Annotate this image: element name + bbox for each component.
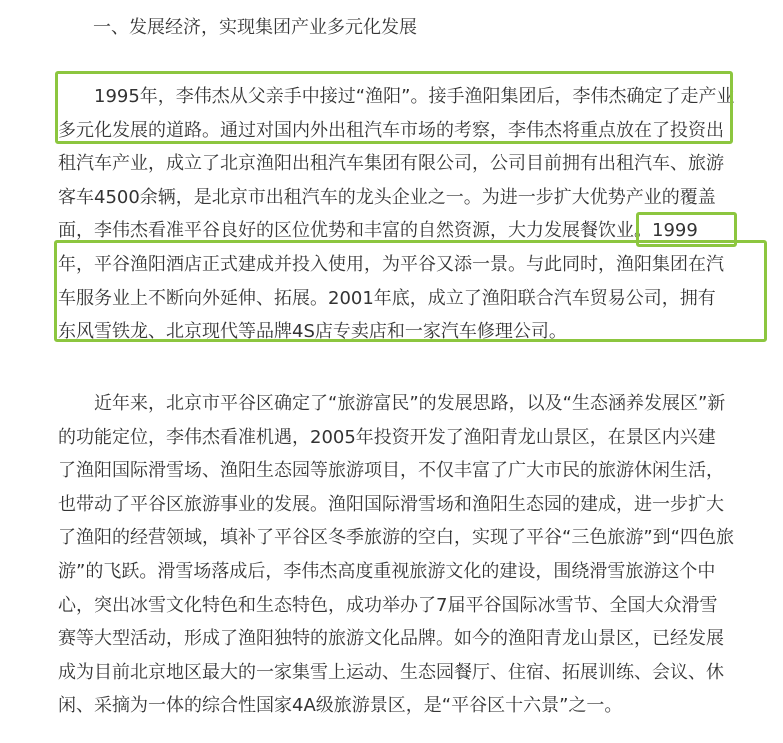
paragraph-line: 了渔阳国际滑雪场、渔阳生态园等旅游项目，不仅丰富了广大市民的旅游休闲生活， xyxy=(58,460,724,482)
paragraph-line: 多元化发展的道路。通过对国内外出租汽车市场的考察，李伟杰将重点放在了投资出 xyxy=(58,119,724,141)
paragraph-line: 近年来，北京市平谷区确定了“旅游富民”的发展思路，以及“生态涵养发展区”新 xyxy=(94,393,726,414)
paragraph-line: 面，李伟杰看准平谷良好的区位优势和丰富的自然资源，大力发展餐饮业。1999 xyxy=(58,220,698,242)
section-heading: 一、发展经济，实现集团产业多元化发展 xyxy=(93,17,417,38)
paragraph-line: 的功能定位，李伟杰看准机遇，2005年投资开发了渔阳青龙山景区，在景区内兴建 xyxy=(58,426,716,448)
paragraph-line: 1995年，李伟杰从父亲手中接过“渔阳”。接手渔阳集团后，李伟杰确定了走产业 xyxy=(94,86,735,107)
paragraph-line: 游”的飞跃。滑雪场落成后，李伟杰高度重视旅游文化的建设，围绕滑雪旅游这个中 xyxy=(58,560,716,582)
paragraph-line: 也带动了平谷区旅游事业的发展。渔阳国际滑雪场和渔阳生态园的建成，进一步扩大 xyxy=(58,493,724,515)
paragraph-line: 租汽车产业，成立了北京渔阳出租汽车集团有限公司，公司目前拥有出租汽车、旅游 xyxy=(58,153,724,175)
paragraph-line: 赛等大型活动，形成了渔阳独特的旅游文化品牌。如今的渔阳青龙山景区，已经发展 xyxy=(58,628,724,650)
paragraph-line: 东风雪铁龙、北京现代等品牌4S店专卖店和一家汽车修理公司。 xyxy=(58,321,567,343)
paragraph-line: 年，平谷渔阳酒店正式建成并投入使用，为平谷又添一景。与此同时，渔阳集团在汽 xyxy=(58,253,724,275)
paragraph-line: 成为目前北京地区最大的一家集雪上运动、生态园餐厅、住宿、拓展训练、会议、休 xyxy=(58,661,724,683)
paragraph-2 xyxy=(58,387,758,723)
paragraph-line: 心，突出冰雪文化特色和生态特色，成功举办了7届平谷国际冰雪节、全国大众滑雪 xyxy=(58,594,718,616)
paragraph-line: 车服务业上不断向外延伸、拓展。2001年底，成立了渔阳联合汽车贸易公司，拥有 xyxy=(58,287,716,309)
paragraph-line: 了渔阳的经营领域，填补了平谷区冬季旅游的空白，实现了平谷“三色旅游”到“四色旅 xyxy=(58,527,734,549)
paragraph-line: 闲、采摘为一体的综合性国家4A级旅游景区，是“平谷区十六景”之一。 xyxy=(58,695,623,717)
paragraph-line: 客车4500余辆，是北京市出租汽车的龙头企业之一。为进一步扩大优势产业的覆盖 xyxy=(58,186,716,208)
paragraph-1 xyxy=(58,80,758,349)
